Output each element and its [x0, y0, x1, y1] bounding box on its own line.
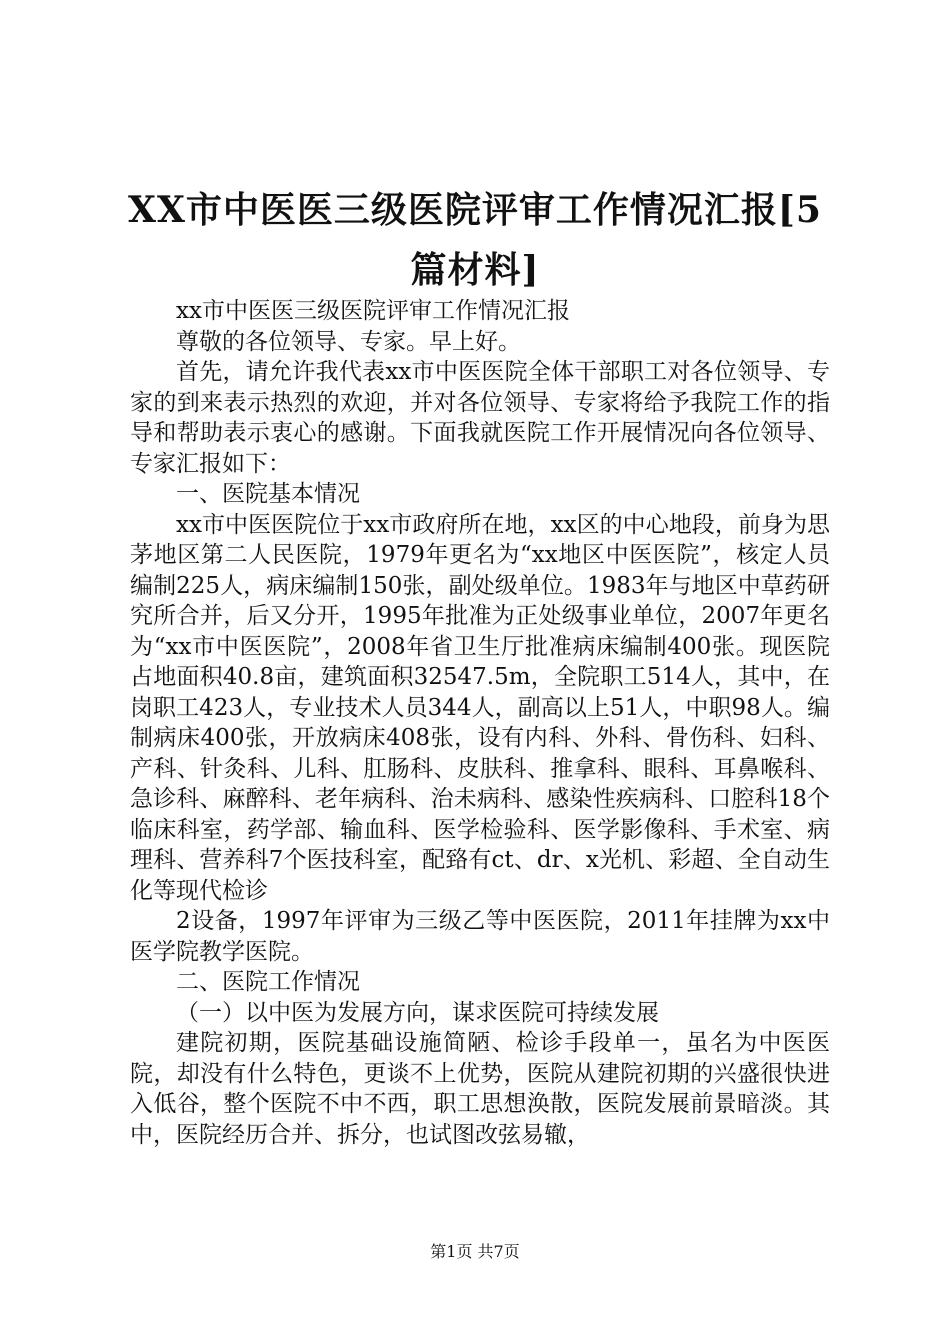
paragraph-equipment: 2设备，1997年评审为三级乙等中医医院，2011年挂牌为xx中医学院教学医院。: [130, 908, 830, 965]
paragraph-subtitle: xx市中医医三级医院评审工作情况汇报: [176, 298, 570, 324]
document-body: [130, 296, 830, 1150]
document-title: XX市中医医三级医院评审工作情况汇报[5篇材料]: [128, 189, 822, 291]
paragraph-early-history: 建院初期，医院基础设施简陋、检诊手段单一，虽名为中医医院，却没有什么特色，更谈不上优势，医院从建院初期的兴盛很快进入低谷，整个医院不中不西，职工思想涣散，医院发展前景暗淡。其中，医院经历合并、拆分，也试图改弦易辙，: [130, 1030, 830, 1148]
section-heading-basic-info: 一、医院基本情况: [176, 481, 360, 507]
page-footer: 第1页 共7页: [430, 1242, 520, 1261]
paragraph-welcome: 首先，请允许我代表xx市中医医院全体干部职工对各位领导、专家的到来表示热烈的欢迎，并对各位领导、专家将给予我院工作的指导和帮助表示衷心的感谢。下面我就医院工作开展情况向各位领导、专家汇报如下：: [130, 359, 830, 477]
paragraph-greeting: 尊敬的各位领导、专家。早上好。: [176, 328, 521, 355]
paragraph-hospital-overview: xx市中医医院位于xx市政府所在地，xx区的中心地段，前身为思茅地区第二人民医院，1979年更名为“xx地区中医医院”，核定人员编制225人，病床编制150张，副处级单位。1983年与地区中草药研究所合并，后又分开，1995年批准为正处级事业单位，2007年更名为“xx市中医医院”，2008年省卫生厅批准病床编制400张。现医院占地面积40.8亩，建筑面积32547.5m，全院职工514人，其中，在岗职工423人，专业技术人员344人，副高以上51人，中职98人。编制病床400张，开放病床408张，设有内科、外科、骨伤科、妇科、产科、针灸科、儿科、肛肠科、皮肤科、推拿科、眼科、耳鼻喉科、急诊科、麻醉科、老年病科、治未病科、感染性疾病科、口腔科18个临床科室，药学部、输血科、医学检验科、医学影像科、手术室、病理科、营养科7个医技科室，配臵有ct、dr、x光机、彩超、全自动生化等现代检诊: [130, 511, 831, 904]
section-heading-work-status: 二、医院工作情况: [176, 969, 360, 995]
subsection-heading-tcm-direction: （一）以中医为发展方向，谋求医院可持续发展: [176, 999, 659, 1026]
